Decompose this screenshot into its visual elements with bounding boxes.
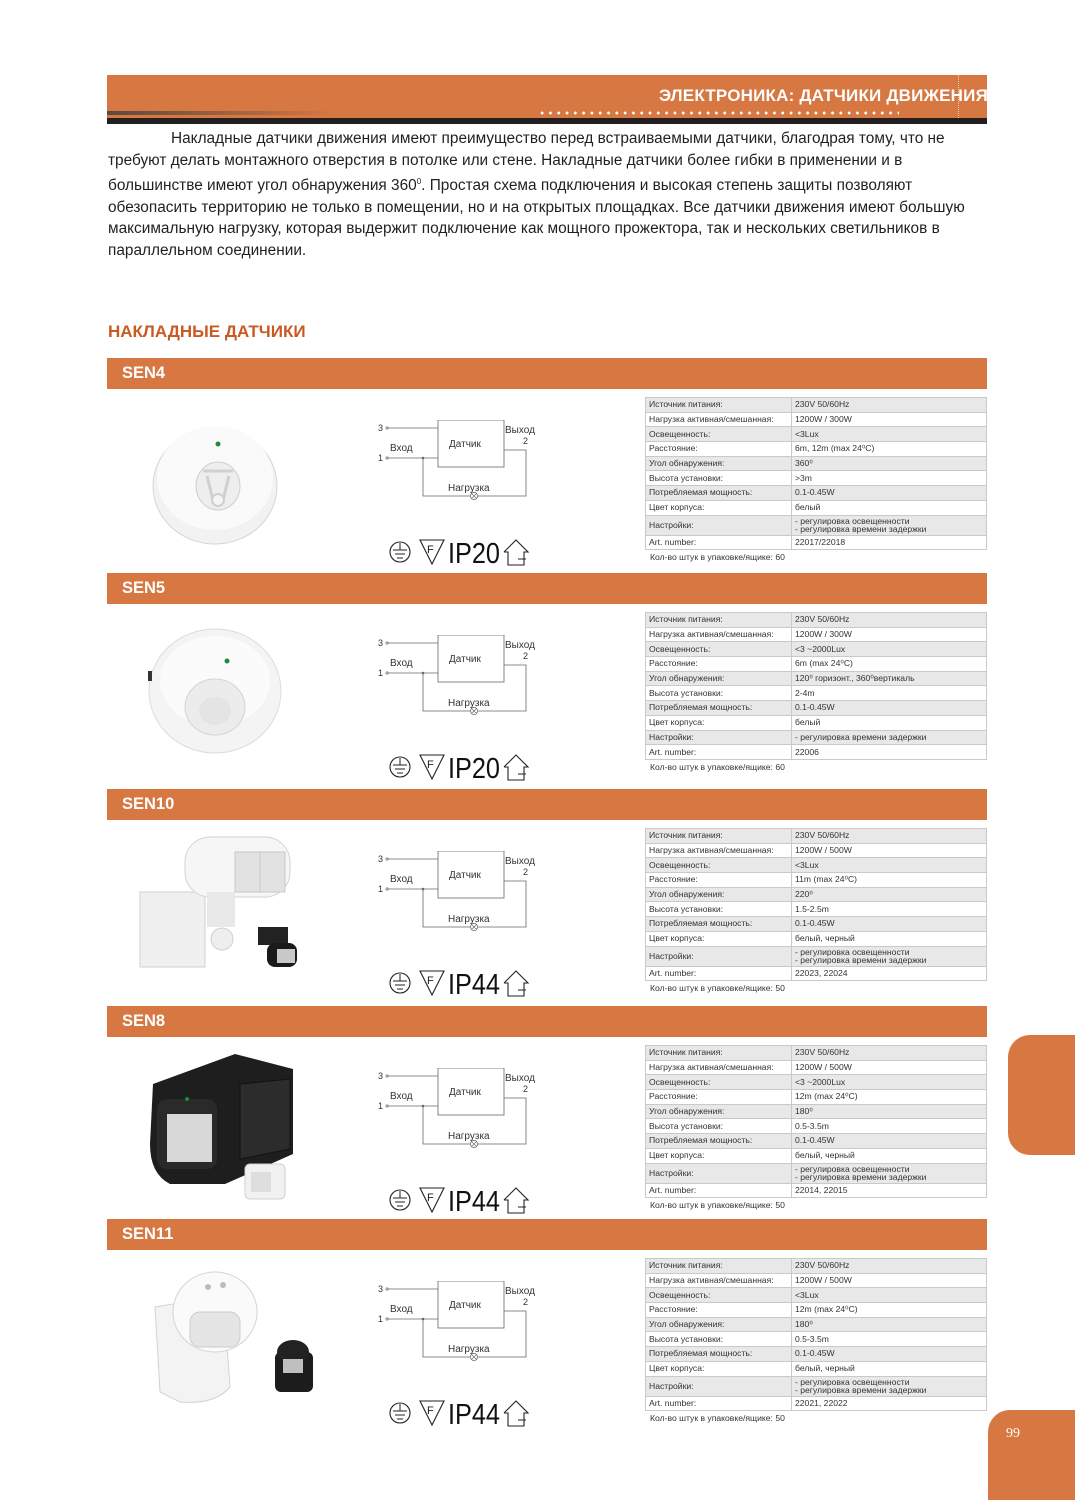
spec-row — [646, 887, 987, 902]
diagram-pin1: 1 — [378, 453, 384, 463]
ip-rating: IP44 — [448, 969, 500, 1000]
diagram-load-label: Нагрузка — [448, 1131, 490, 1142]
diagram-sensor-label: Датчик — [449, 654, 481, 665]
f-mark-triangle-icon — [420, 540, 444, 564]
spec-row — [646, 966, 987, 981]
spec-row — [646, 1090, 987, 1105]
ground-symbol-icon — [390, 1190, 410, 1210]
spec-row — [646, 1119, 987, 1134]
spec-label: Цвет корпуса: — [646, 1361, 792, 1376]
spec-label: Источник питания: — [646, 1046, 792, 1061]
spec-label: Art. number: — [646, 1183, 792, 1198]
spec-row — [646, 427, 987, 442]
spec-row — [646, 1075, 987, 1090]
diagram-output-label: Выход — [505, 1073, 535, 1084]
spec-value: - регулировка освещенности - регулировка времени задержки — [792, 946, 987, 966]
spec-value: - регулировка освещенности - регулировка времени задержки — [792, 1376, 987, 1396]
spec-value: <3Lux — [792, 1288, 987, 1303]
spec-row — [646, 1273, 987, 1288]
spec-row — [646, 701, 987, 716]
spec-row — [646, 946, 987, 966]
spec-row — [646, 1317, 987, 1332]
spec-value: 230V 50/60Hz — [792, 829, 987, 844]
spec-row — [646, 442, 987, 457]
spec-label: Цвет корпуса: — [646, 931, 792, 946]
spec-value: 22021, 22022 — [792, 1396, 987, 1411]
diagram-pin1: 1 — [378, 1101, 384, 1111]
diagram-input-label: Вход — [390, 658, 413, 669]
spec-row — [646, 627, 987, 642]
spec-row — [646, 515, 987, 535]
diagram-pin3: 3 — [378, 1071, 384, 1081]
spec-label: Потребляемая мощность: — [646, 917, 792, 932]
spec-row — [646, 1148, 987, 1163]
product-name: SEN5 — [122, 579, 166, 597]
diagram-pin2: 2 — [523, 651, 529, 661]
spec-value: 22014, 22015 — [792, 1183, 987, 1198]
spec-row — [646, 535, 987, 550]
spec-value: 0.1-0.45W — [792, 1347, 987, 1362]
diagram-pin3: 3 — [378, 423, 384, 433]
spec-value: 1200W / 500W — [792, 1060, 987, 1075]
spec-label: Высота установки: — [646, 1119, 792, 1134]
diagram-pin3: 3 — [378, 854, 384, 864]
spec-row — [646, 500, 987, 515]
diagram-output-label: Выход — [505, 856, 535, 867]
spec-label: Расстояние: — [646, 1303, 792, 1318]
diagram-input-label: Вход — [390, 1091, 413, 1102]
spec-label: Освещенность: — [646, 858, 792, 873]
ip-rating: IP44 — [448, 1399, 500, 1430]
spec-label: Настройки: — [646, 1163, 792, 1183]
wiring-diagram — [365, 1281, 555, 1381]
spec-label: Потребляемая мощность: — [646, 1347, 792, 1362]
spec-value: <3Lux — [792, 427, 987, 442]
spec-value: 180⁰ — [792, 1104, 987, 1119]
spec-label: Угол обнаружения: — [646, 1317, 792, 1332]
page-number: 99 — [1006, 1426, 1020, 1441]
diagram-output-label: Выход — [505, 425, 535, 436]
ground-symbol-icon — [390, 973, 410, 993]
spec-row — [646, 657, 987, 672]
pack-quantity: Кол-во штук в упаковке/ящике: 60 — [650, 552, 785, 563]
spec-value: - регулировка освещенности - регулировка времени задержки — [792, 515, 987, 535]
spec-value: 1200W / 300W — [792, 627, 987, 642]
spec-value: 0.1-0.45W — [792, 486, 987, 501]
spec-label: Источник питания: — [646, 398, 792, 413]
spec-value: белый, черный — [792, 931, 987, 946]
spec-label: Нагрузка активная/смешанная: — [646, 1273, 792, 1288]
spec-value: 22017/22018 — [792, 535, 987, 550]
side-chapter-tab — [1008, 1035, 1075, 1155]
ground-symbol-icon — [390, 1403, 410, 1423]
spec-value: 0.5-3.5m — [792, 1119, 987, 1134]
spec-row — [646, 1347, 987, 1362]
spec-label: Освещенность: — [646, 1075, 792, 1090]
ground-symbol-icon — [390, 757, 410, 777]
spec-label: Угол обнаружения: — [646, 456, 792, 471]
spec-row — [646, 398, 987, 413]
spec-label: Освещенность: — [646, 427, 792, 442]
spec-value: 230V 50/60Hz — [792, 398, 987, 413]
spec-label: Источник питания: — [646, 1259, 792, 1274]
svg-text:F: F — [427, 1405, 434, 1417]
spec-value: белый — [792, 500, 987, 515]
ip-rating: IP20 — [448, 538, 500, 569]
spec-value: 2-4m — [792, 686, 987, 701]
spec-row — [646, 715, 987, 730]
wiring-diagram — [365, 851, 555, 951]
spec-label: Нагрузка активная/смешанная: — [646, 412, 792, 427]
spec-label: Освещенность: — [646, 642, 792, 657]
spec-label: Высота установки: — [646, 471, 792, 486]
product-header-bar — [107, 1006, 987, 1037]
certification-marks — [388, 1396, 558, 1430]
spec-value: белый, черный — [792, 1361, 987, 1376]
spec-label: Настройки: — [646, 946, 792, 966]
diagram-pin1: 1 — [378, 668, 384, 678]
diagram-pin3: 3 — [378, 1284, 384, 1294]
spec-row — [646, 858, 987, 873]
indoor-house-icon — [504, 540, 528, 565]
spec-row — [646, 931, 987, 946]
certification-marks — [388, 966, 558, 1000]
spec-value: 6m (max 24⁰C) — [792, 657, 987, 672]
pack-quantity: Кол-во штук в упаковке/ящике: 50 — [650, 1413, 785, 1424]
product-photo — [115, 827, 315, 987]
spec-row — [646, 902, 987, 917]
header-dark-rule — [107, 118, 987, 124]
spec-row — [646, 671, 987, 686]
spec-value: <3 ~2000Lux — [792, 642, 987, 657]
pack-quantity: Кол-во штук в упаковке/ящике: 60 — [650, 761, 785, 772]
spec-row — [646, 613, 987, 628]
spec-label: Расстояние: — [646, 442, 792, 457]
spec-label: Нагрузка активная/смешанная: — [646, 1060, 792, 1075]
svg-text:F: F — [427, 1192, 434, 1204]
product-header-bar — [107, 789, 987, 820]
wiring-diagram — [365, 1068, 555, 1168]
spec-value: 1200W / 300W — [792, 412, 987, 427]
spec-value: 11m (max 24⁰C) — [792, 873, 987, 888]
spec-value: 1.5-2.5m — [792, 902, 987, 917]
spec-label: Угол обнаружения: — [646, 1104, 792, 1119]
spec-row — [646, 1163, 987, 1183]
indoor-house-icon — [504, 1188, 528, 1213]
spec-row — [646, 829, 987, 844]
spec-table — [645, 397, 987, 550]
product-header-bar — [107, 1219, 987, 1250]
spec-label: Высота установки: — [646, 686, 792, 701]
diagram-pin2: 2 — [523, 436, 529, 446]
diagram-pin2: 2 — [523, 867, 529, 877]
header-gradient-stripe — [107, 111, 337, 115]
spec-row — [646, 1134, 987, 1149]
spec-table — [645, 1258, 987, 1411]
spec-value: 230V 50/60Hz — [792, 613, 987, 628]
spec-label: Art. number: — [646, 966, 792, 981]
spec-label: Цвет корпуса: — [646, 500, 792, 515]
spec-label: Нагрузка активная/смешанная: — [646, 843, 792, 858]
diagram-pin2: 2 — [523, 1084, 529, 1094]
diagram-pin1: 1 — [378, 1314, 384, 1324]
spec-value: 0.1-0.45W — [792, 701, 987, 716]
spec-row — [646, 1396, 987, 1411]
pack-quantity: Кол-во штук в упаковке/ящике: 50 — [650, 983, 785, 994]
spec-row — [646, 1259, 987, 1274]
spec-label: Потребляемая мощность: — [646, 1134, 792, 1149]
diagram-sensor-label: Датчик — [449, 439, 481, 450]
spec-value: белый, черный — [792, 1148, 987, 1163]
spec-label: Расстояние: — [646, 657, 792, 672]
spec-label: Потребляемая мощность: — [646, 701, 792, 716]
diagram-pin1: 1 — [378, 884, 384, 894]
product-photo — [115, 1044, 315, 1204]
section-title: НАКЛАДНЫЕ ДАТЧИКИ — [108, 322, 306, 341]
spec-value: белый — [792, 715, 987, 730]
f-mark-triangle-icon — [420, 1401, 444, 1425]
spec-label: Art. number: — [646, 1396, 792, 1411]
diagram-output-label: Выход — [505, 1286, 535, 1297]
spec-label: Art. number: — [646, 745, 792, 760]
product-photo — [115, 1257, 315, 1417]
spec-value: - регулировка освещенности - регулировка времени задержки — [792, 1163, 987, 1183]
certification-marks — [388, 535, 558, 569]
spec-row — [646, 456, 987, 471]
spec-label: Настройки: — [646, 730, 792, 745]
spec-label: Высота установки: — [646, 1332, 792, 1347]
spec-row — [646, 642, 987, 657]
spec-row — [646, 1046, 987, 1061]
spec-value: <3Lux — [792, 858, 987, 873]
spec-table — [645, 1045, 987, 1198]
product-photo — [115, 396, 315, 556]
diagram-pin2: 2 — [523, 1297, 529, 1307]
spec-value: 1200W / 500W — [792, 1273, 987, 1288]
spec-label: Источник питания: — [646, 613, 792, 628]
spec-value: 360⁰ — [792, 456, 987, 471]
spec-label: Настройки: — [646, 515, 792, 535]
spec-row — [646, 486, 987, 501]
spec-row — [646, 1332, 987, 1347]
spec-value: - регулировка времени задержки — [792, 730, 987, 745]
spec-table — [645, 828, 987, 981]
spec-value: 180⁰ — [792, 1317, 987, 1332]
product-header-bar — [107, 573, 987, 604]
spec-value: <3 ~2000Lux — [792, 1075, 987, 1090]
spec-value: 120⁰ горизонт., 360⁰вертикаль — [792, 671, 987, 686]
spec-label: Цвет корпуса: — [646, 1148, 792, 1163]
spec-value: 12m (max 24⁰C) — [792, 1090, 987, 1105]
product-name: SEN8 — [122, 1012, 166, 1030]
intro-text-2: . Простая схема подключения и высокая степень защиты позволяют обезопасить территорию не только в помещении, но и на открытых площадках. Все датчики движения имеют большую максимальную нагрузку, которая выдержит подключение как мощного прожектора, так и нескольких светильников в параллельном соединении. — [108, 177, 965, 259]
page-title: ЭЛЕКТРОНИКА: ДАТЧИКИ ДВИЖЕНИЯ — [659, 86, 988, 105]
ip-rating: IP20 — [448, 753, 500, 784]
spec-value: 0.1-0.45W — [792, 917, 987, 932]
spec-value: >3m — [792, 471, 987, 486]
svg-text:F: F — [427, 975, 434, 987]
indoor-house-icon — [504, 971, 528, 996]
spec-row — [646, 1288, 987, 1303]
diagram-input-label: Вход — [390, 1304, 413, 1315]
product-photo — [115, 611, 315, 771]
spec-row — [646, 843, 987, 858]
spec-row — [646, 1183, 987, 1198]
spec-value: 0.1-0.45W — [792, 1134, 987, 1149]
spec-value: 6m, 12m (max 24⁰C) — [792, 442, 987, 457]
spec-value: 22006 — [792, 745, 987, 760]
ip-rating: IP44 — [448, 1186, 500, 1217]
spec-label: Потребляемая мощность: — [646, 486, 792, 501]
intro-superscript: 0 — [416, 177, 422, 186]
spec-value: 12m (max 24⁰C) — [792, 1303, 987, 1318]
product-name: SEN11 — [122, 1225, 174, 1243]
spec-label: Расстояние: — [646, 1090, 792, 1105]
spec-row — [646, 873, 987, 888]
spec-value: 0.5-3.5m — [792, 1332, 987, 1347]
indoor-house-icon — [504, 1401, 528, 1426]
header-dots-decoration — [538, 111, 899, 115]
spec-label: Настройки: — [646, 1376, 792, 1396]
spec-label: Высота установки: — [646, 902, 792, 917]
diagram-load-label: Нагрузка — [448, 1344, 490, 1355]
diagram-input-label: Вход — [390, 443, 413, 454]
diagram-sensor-label: Датчик — [449, 1087, 481, 1098]
spec-row — [646, 917, 987, 932]
diagram-pin3: 3 — [378, 638, 384, 648]
diagram-load-label: Нагрузка — [448, 914, 490, 925]
spec-value: 22023, 22024 — [792, 966, 987, 981]
spec-row — [646, 1303, 987, 1318]
spec-value: 230V 50/60Hz — [792, 1046, 987, 1061]
svg-text:F: F — [427, 544, 434, 556]
spec-label: Art. number: — [646, 535, 792, 550]
spec-label: Угол обнаружения: — [646, 887, 792, 902]
intro-paragraph — [108, 128, 988, 261]
spec-value: 1200W / 500W — [792, 843, 987, 858]
spec-row — [646, 471, 987, 486]
f-mark-triangle-icon — [420, 1188, 444, 1212]
spec-label: Угол обнаружения: — [646, 671, 792, 686]
spec-row — [646, 1060, 987, 1075]
spec-label: Цвет корпуса: — [646, 715, 792, 730]
wiring-diagram — [365, 635, 555, 735]
diagram-sensor-label: Датчик — [449, 1300, 481, 1311]
spec-row — [646, 730, 987, 745]
spec-value: 220⁰ — [792, 887, 987, 902]
spec-row — [646, 1376, 987, 1396]
spec-label: Освещенность: — [646, 1288, 792, 1303]
pack-quantity: Кол-во штук в упаковке/ящике: 50 — [650, 1200, 785, 1211]
diagram-input-label: Вход — [390, 874, 413, 885]
certification-marks — [388, 750, 558, 784]
diagram-sensor-label: Датчик — [449, 870, 481, 881]
certification-marks — [388, 1183, 558, 1217]
spec-label: Расстояние: — [646, 873, 792, 888]
page-number-tab — [988, 1410, 1075, 1500]
spec-row — [646, 745, 987, 760]
spec-row — [646, 1104, 987, 1119]
diagram-load-label: Нагрузка — [448, 483, 490, 494]
diagram-load-label: Нагрузка — [448, 698, 490, 709]
intro-text-1: Накладные датчики движения имеют преимущество перед встраиваемыми датчики, благодрая тому, что не требуют делать монтажного отверстия в потолке или стене. Накладные датчики более гибки в применении и в большинстве имеют угол обнаружения 360 — [108, 130, 945, 195]
product-name: SEN4 — [122, 364, 166, 382]
product-name: SEN10 — [122, 795, 175, 813]
ground-symbol-icon — [390, 542, 410, 562]
wiring-diagram — [365, 420, 555, 520]
spec-row — [646, 1361, 987, 1376]
diagram-output-label: Выход — [505, 640, 535, 651]
indoor-house-icon — [504, 755, 528, 780]
product-header-bar — [107, 358, 987, 389]
spec-table — [645, 612, 987, 760]
svg-text:F: F — [427, 759, 434, 771]
spec-row — [646, 412, 987, 427]
spec-row — [646, 686, 987, 701]
f-mark-triangle-icon — [420, 755, 444, 779]
spec-label: Нагрузка активная/смешанная: — [646, 627, 792, 642]
spec-label: Источник питания: — [646, 829, 792, 844]
f-mark-triangle-icon — [420, 971, 444, 995]
spec-value: 230V 50/60Hz — [792, 1259, 987, 1274]
